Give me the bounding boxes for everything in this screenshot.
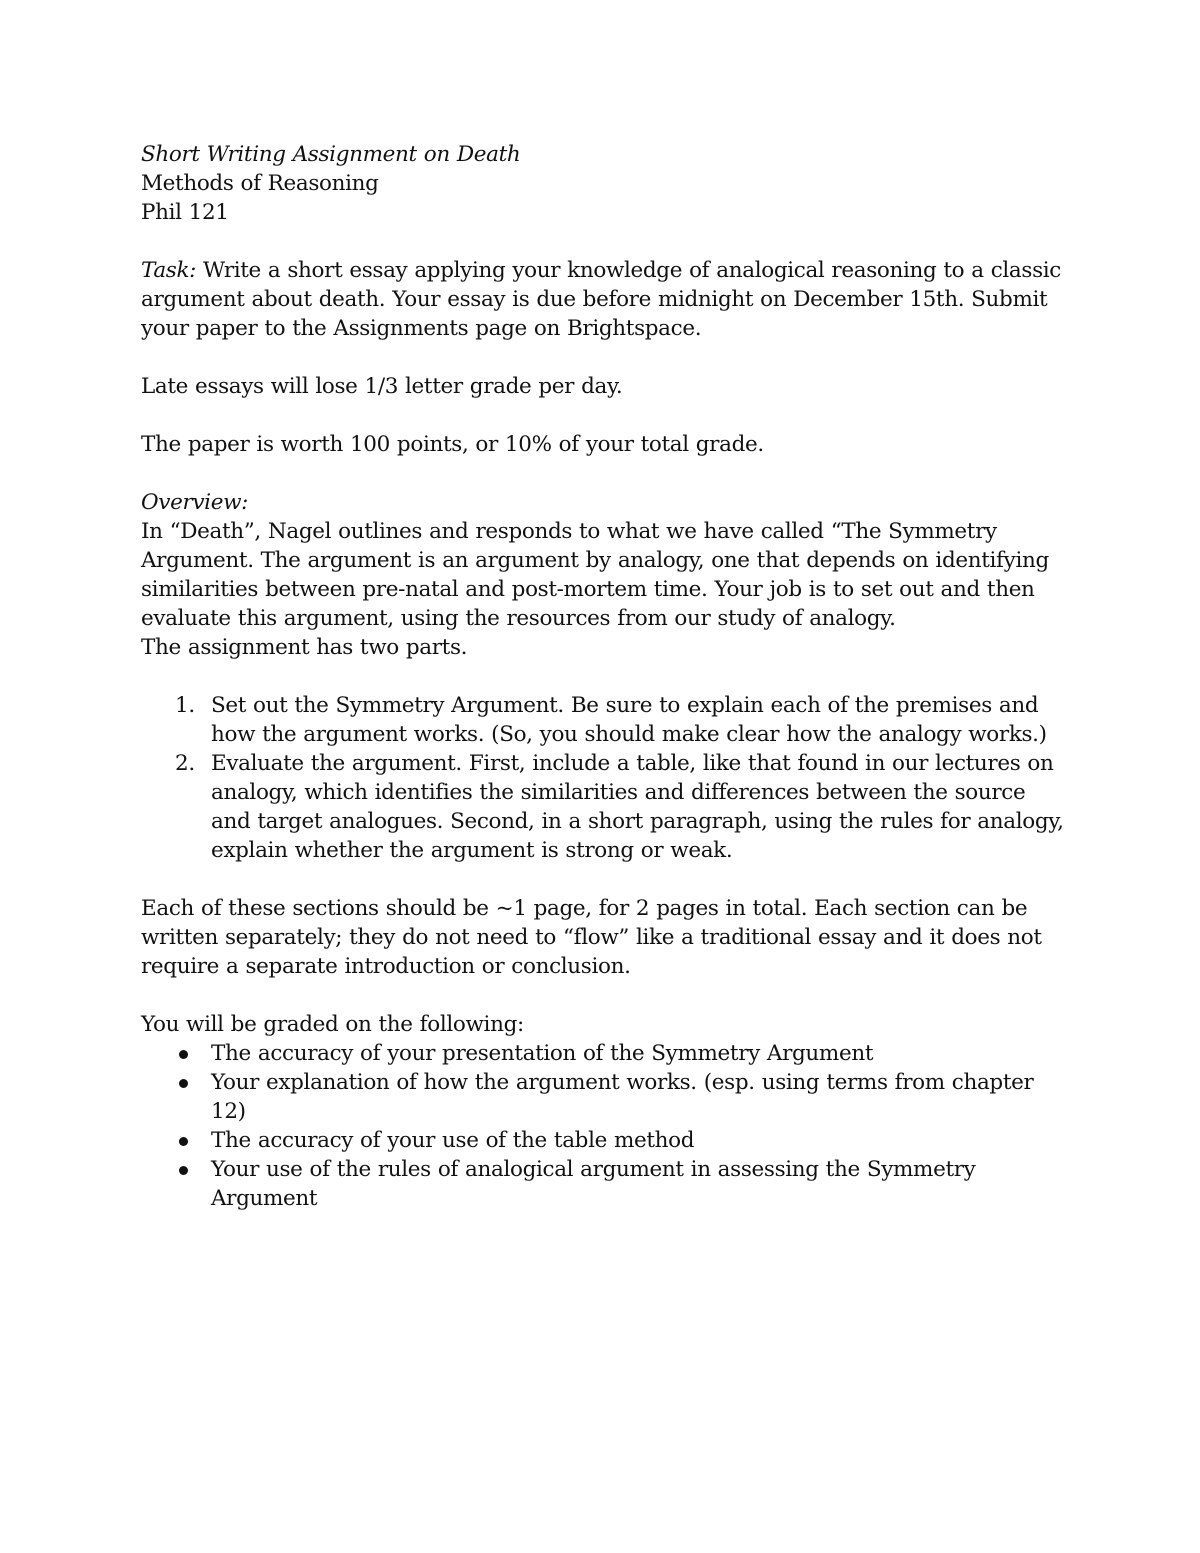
spacer — [141, 459, 1071, 488]
list-item-text: Set out the Symmetry Argument. Be sure to explain each of the premises and how the argument works. (So, you should make clear how the analogy works.) — [211, 693, 1047, 747]
document-page — [141, 140, 1071, 1213]
parts-list — [141, 691, 1071, 865]
bullet-icon — [179, 1050, 188, 1059]
course-name: Methods of Reasoning — [141, 171, 379, 196]
list-item — [141, 1068, 1071, 1126]
assignment-title: Short Writing Assignment on Death — [141, 142, 521, 167]
list-item-text: Evaluate the argument. First, include a table, like that found in our lectures on analogy, which identifies the similarities and differences between the source and target analogues. Second, in a short paragraph, using the rules for analogy, explain whether the argument is strong or weak. — [211, 751, 1064, 863]
task-paragraph — [141, 256, 1071, 343]
bullet-icon — [179, 1137, 188, 1146]
late-policy: Late essays will lose 1/3 letter grade per day. — [141, 374, 623, 399]
task-label: Task: — [141, 258, 197, 283]
list-number: 1. — [175, 693, 195, 718]
list-item — [141, 1126, 1071, 1155]
list-item-text: Your use of the rules of analogical argument in assessing the Symmetry Argument — [211, 1157, 976, 1211]
parts-intro: The assignment has two parts. — [141, 635, 468, 660]
length-note: Each of these sections should be ~1 page, for 2 pages in total. Each section can be written separately; they do not need to “flow” like a traditional essay and it does not require a separate introduction or conclusion. — [141, 896, 1042, 979]
list-item-text: The accuracy of your presentation of the Symmetry Argument — [211, 1041, 874, 1066]
grading-criteria-list — [141, 1039, 1071, 1213]
list-number: 2. — [175, 751, 195, 776]
spacer — [141, 662, 1071, 691]
list-item-text: The accuracy of your use of the table method — [211, 1128, 695, 1153]
spacer — [141, 981, 1071, 1010]
grade-weight: The paper is worth 100 points, or 10% of your total grade. — [141, 432, 764, 457]
bullet-icon — [179, 1079, 188, 1088]
spacer — [141, 401, 1071, 430]
task-text: Write a short essay applying your knowledge of analogical reasoning to a classic argument about death. Your essay is due before midnight on December 15th. Submit your paper to the Assignments page on Brightspace. — [141, 258, 1061, 341]
bullet-icon — [179, 1166, 188, 1175]
list-item — [141, 691, 1071, 749]
spacer — [141, 343, 1071, 372]
list-item — [141, 1039, 1071, 1068]
list-item-text: Your explanation of how the argument works. (esp. using terms from chapter 12) — [211, 1070, 1034, 1124]
course-code: Phil 121 — [141, 200, 229, 225]
overview-label: Overview: — [141, 490, 249, 515]
spacer — [141, 865, 1071, 894]
spacer — [141, 227, 1071, 256]
grading-intro: You will be graded on the following: — [141, 1012, 524, 1037]
list-item — [141, 749, 1071, 865]
list-item — [141, 1155, 1071, 1213]
overview-text: In “Death”, Nagel outlines and responds to what we have called “The Symmetry Argument. The argument is an argument by analogy, one that depends on identifying similarities between pre-natal and post-mortem time. Your job is to set out and then evaluate this argument, using the resources from our study of analogy. — [141, 519, 1049, 631]
